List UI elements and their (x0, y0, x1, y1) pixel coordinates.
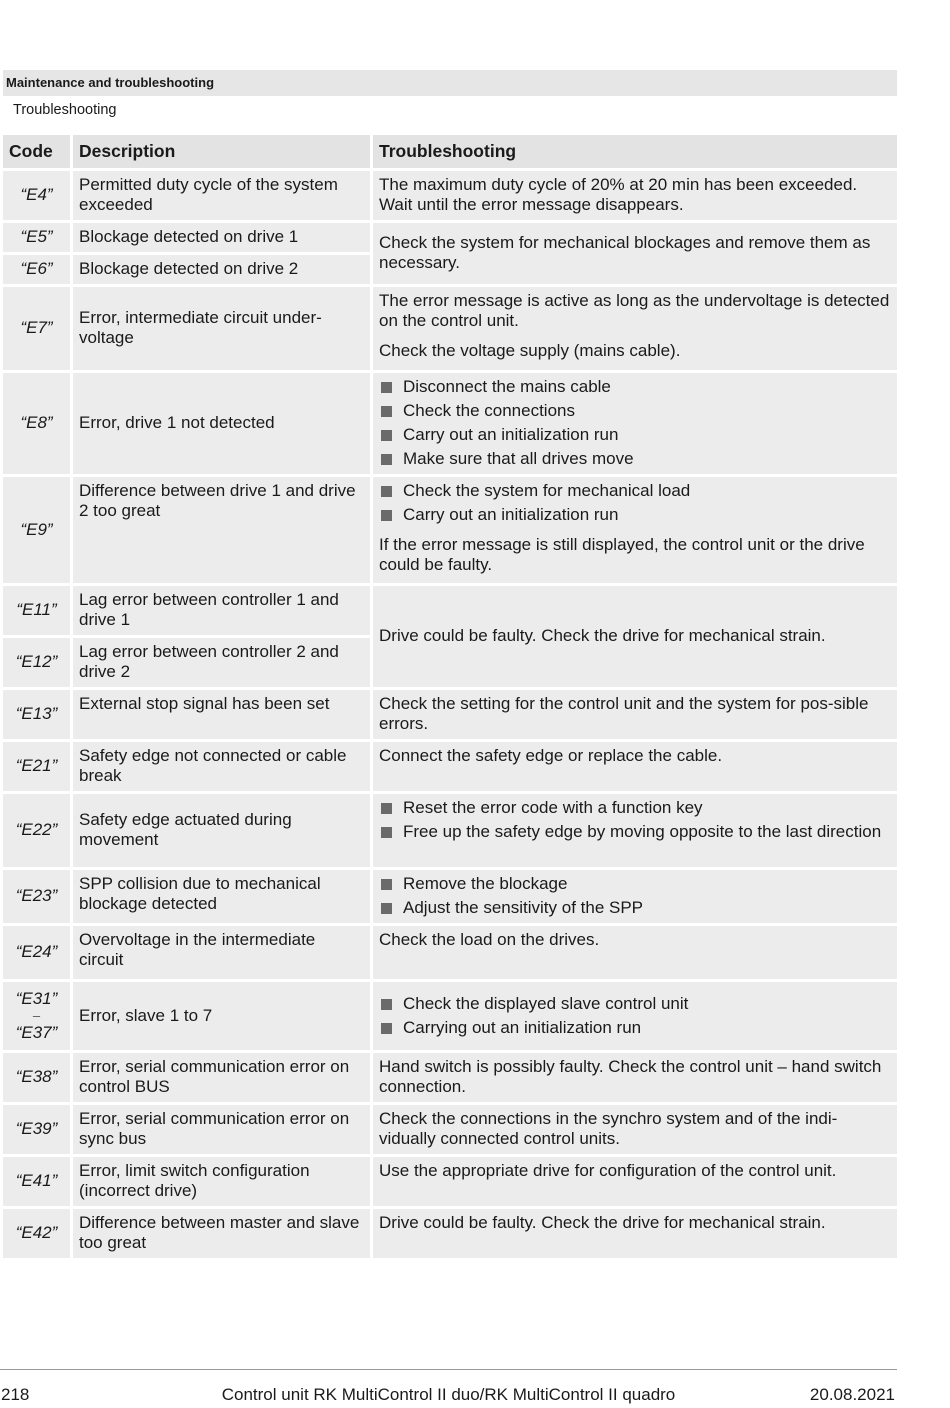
table-row (3, 586, 897, 635)
code-range-separator: – (32, 1007, 41, 1023)
table-row (3, 223, 897, 252)
error-code: “E6” (3, 255, 70, 284)
error-description: Blockage detected on drive 2 (73, 255, 370, 284)
table-row (3, 1105, 897, 1154)
table-row (3, 870, 897, 923)
error-description: Lag error between controller 2 and drive 2 (73, 638, 370, 687)
error-code: “E8” (3, 373, 70, 474)
table-row (3, 1157, 897, 1206)
table-header-row (3, 135, 897, 168)
error-code: “E11” (3, 586, 70, 635)
table-row (3, 982, 897, 1050)
table-row (3, 1209, 897, 1258)
table-row (3, 373, 897, 474)
table-row (3, 1053, 897, 1102)
error-code: “E13” (3, 690, 70, 739)
error-code: “E24” (3, 926, 70, 979)
error-code: “E22” (3, 794, 70, 867)
troubleshooting-text: Drive could be faulty. Check the drive for mechanical strain. (373, 1209, 897, 1258)
troubleshooting-text: Drive could be faulty. Check the drive for mechanical strain. (373, 586, 897, 687)
error-description: Difference between drive 1 and drive 2 too great (73, 477, 370, 583)
table-row (3, 794, 897, 867)
error-code-range (3, 982, 70, 1050)
error-code: “E9” (3, 477, 70, 583)
bullet-item: Check the system for mechanical load (379, 481, 891, 501)
table-row (3, 690, 897, 739)
bullet-item: Check the connections (379, 401, 891, 421)
bullet-item: Carry out an initialization run (379, 505, 891, 525)
troubleshooting-text: Check the connections in the synchro system and of the indi-vidually connected control units. (373, 1105, 897, 1154)
error-code: “E23” (3, 870, 70, 923)
error-description: Safety edge actuated during movement (73, 794, 370, 867)
troubleshooting-text: Check the system for mechanical blockages and remove them as necessary. (373, 223, 897, 284)
error-description: Error, limit switch configuration (incorrect drive) (73, 1157, 370, 1206)
error-code: “E42” (3, 1209, 70, 1258)
troubleshooting-text: Use the appropriate drive for configuration of the control unit. (373, 1157, 897, 1206)
troubleshooting-text: Check the voltage supply (mains cable). (379, 341, 681, 360)
troubleshooting-text: The error message is active as long as the undervoltage is detected on the control unit. (379, 291, 890, 330)
troubleshooting-cell (373, 982, 897, 1050)
bullet-list (379, 874, 891, 918)
troubleshooting-text: Check the setting for the control unit and the system for pos-sible errors. (373, 690, 897, 739)
troubleshooting-text: If the error message is still displayed, the control unit or the drive could be faulty. (379, 535, 865, 574)
troubleshooting-cell (373, 373, 897, 474)
bullet-item: Reset the error code with a function key (379, 798, 891, 818)
error-description: Error, serial communication error on control BUS (73, 1053, 370, 1102)
error-description: Overvoltage in the intermediate circuit (73, 926, 370, 979)
troubleshooting-cell (373, 794, 897, 867)
subsection-title: Troubleshooting (13, 102, 117, 118)
troubleshooting-text: Check the load on the drives. (373, 926, 897, 979)
error-description: Error, intermediate circuit under-voltage (73, 287, 370, 370)
error-description: External stop signal has been set (73, 690, 370, 739)
bullet-list (379, 798, 891, 842)
error-code: “E7” (3, 287, 70, 370)
bullet-item: Carry out an initialization run (379, 425, 891, 445)
error-code: “E38” (3, 1053, 70, 1102)
code-range-start: “E31” (15, 988, 58, 1008)
page-number: 218 (1, 1385, 30, 1404)
error-description: Blockage detected on drive 1 (73, 223, 370, 252)
bullet-list (379, 994, 891, 1038)
error-code: “E41” (3, 1157, 70, 1206)
error-description: Permitted duty cycle of the system exceeded (73, 171, 370, 220)
troubleshooting-cell (373, 287, 897, 370)
code-range-end: “E37” (15, 1022, 58, 1042)
troubleshooting-text: The maximum duty cycle of 20% at 20 min has been exceeded. Wait until the error message disappears. (373, 171, 897, 220)
table-row (3, 287, 897, 370)
bullet-item: Check the displayed slave control unit (379, 994, 891, 1014)
header-description: Description (73, 135, 370, 168)
bullet-item: Adjust the sensitivity of the SPP (379, 898, 891, 918)
header-troubleshooting: Troubleshooting (373, 135, 897, 168)
troubleshooting-cell (373, 477, 897, 583)
troubleshooting-table (0, 132, 900, 1261)
bullet-item: Make sure that all drives move (379, 449, 891, 469)
error-description: Error, serial communication error on sync bus (73, 1105, 370, 1154)
bullet-list (379, 481, 891, 525)
table-row (3, 742, 897, 791)
error-code: “E4” (3, 171, 70, 220)
bullet-item: Free up the safety edge by moving opposite to the last direction (379, 822, 891, 842)
section-header: Maintenance and troubleshooting (3, 70, 897, 96)
header-code: Code (3, 135, 70, 168)
troubleshooting-text: Hand switch is possibly faulty. Check the control unit – hand switch connection. (373, 1053, 897, 1102)
bullet-item: Carrying out an initialization run (379, 1018, 891, 1038)
bullet-item: Disconnect the mains cable (379, 377, 891, 397)
error-code: “E5” (3, 223, 70, 252)
table-row (3, 171, 897, 220)
table-row (3, 477, 897, 583)
troubleshooting-text: Connect the safety edge or replace the cable. (373, 742, 897, 791)
error-code: “E21” (3, 742, 70, 791)
footer-divider (0, 1369, 897, 1370)
document-title: Control unit RK MultiControl II duo/RK MultiControl II quadro (221, 1385, 676, 1404)
error-description: Lag error between controller 1 and drive 1 (73, 586, 370, 635)
troubleshooting-cell (373, 870, 897, 923)
document-date: 20.08.2021 (809, 1385, 895, 1404)
error-code: “E39” (3, 1105, 70, 1154)
error-description: Difference between master and slave too great (73, 1209, 370, 1258)
bullet-list (379, 377, 891, 469)
error-description: Safety edge not connected or cable break (73, 742, 370, 791)
error-code: “E12” (3, 638, 70, 687)
bullet-item: Remove the blockage (379, 874, 891, 894)
error-description: Error, drive 1 not detected (73, 373, 370, 474)
error-description: SPP collision due to mechanical blockage detected (73, 870, 370, 923)
error-description: Error, slave 1 to 7 (73, 982, 370, 1050)
table-row (3, 926, 897, 979)
